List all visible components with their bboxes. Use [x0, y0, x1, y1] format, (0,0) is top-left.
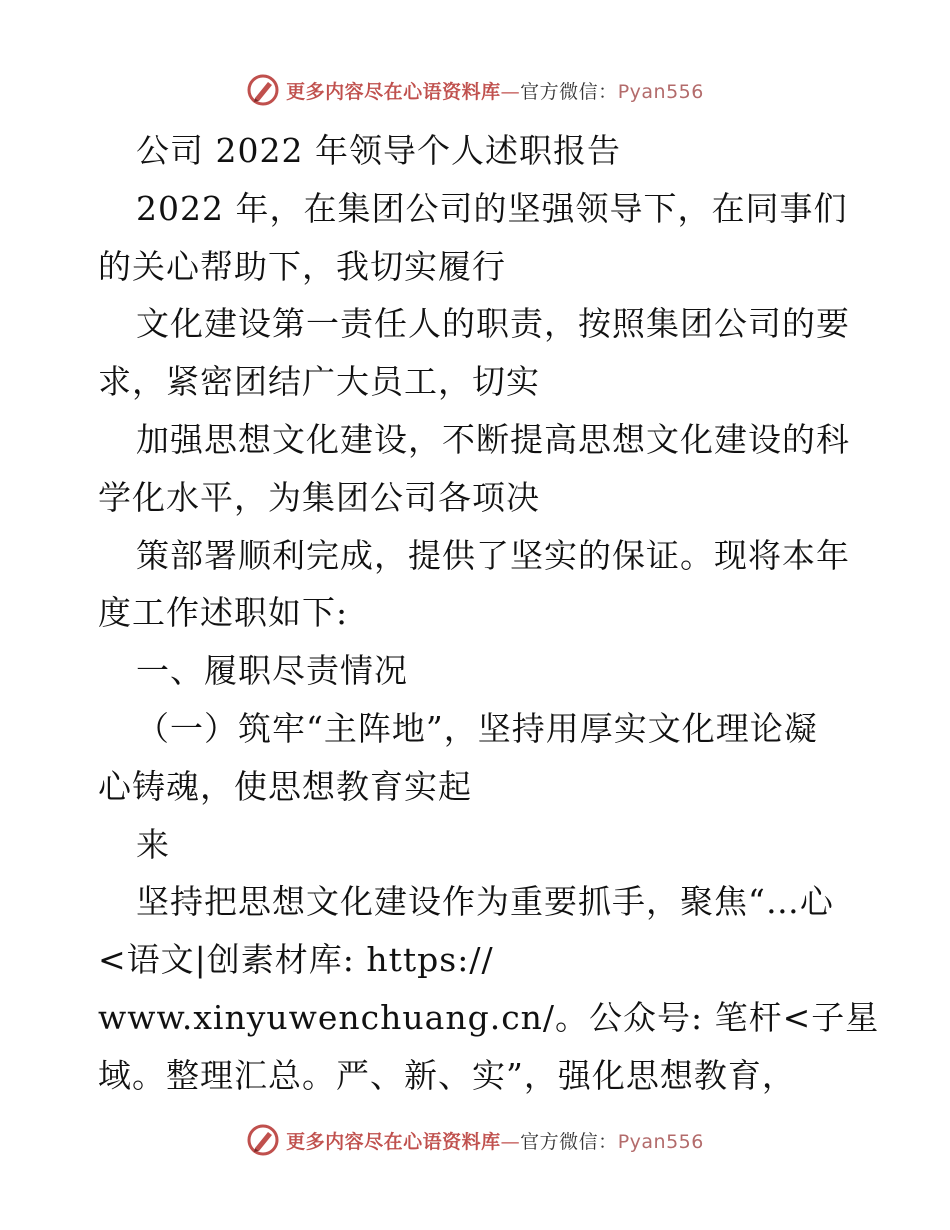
doc-line: www.xinyuwenchuang.cn/。公众号: 笔杆<子星 [98, 997, 880, 1037]
doc-line: 加强思想文化建设，不断提高思想文化建设的科 [136, 419, 850, 459]
doc-line: 域。整理汇总。严、新、实”，强化思想教育， [98, 1055, 796, 1095]
footer-banner-main: 更多内容尽在心语资料库 [286, 1130, 501, 1153]
doc-line: 文化建设第一责任人的职责，按照集团公司的要 [136, 304, 850, 344]
header-banner-wechat: Pyan556 [617, 80, 704, 103]
header-banner-dash: — [500, 80, 521, 103]
doc-line: 心铸魂，使思想教育实起 [98, 766, 472, 806]
doc-line: 策部署顺利完成，提供了坚实的保证。现将本年 [136, 535, 850, 575]
header-banner [0, 70, 950, 110]
header-banner-main: 更多内容尽在心语资料库 [286, 80, 501, 103]
doc-line: 坚持把思想文化建设作为重要抓手，聚焦“…心 [136, 882, 834, 922]
doc-line: 的关心帮助下，我切实履行 [98, 246, 506, 286]
footer-banner-text [286, 1127, 704, 1154]
doc-title: 公司 2022 年领导个人述职报告 [136, 131, 621, 170]
footer-banner-official: 官方微信： [520, 1130, 618, 1153]
doc-line: 度工作述职如下: [98, 593, 349, 633]
pen-logo-icon [246, 73, 280, 107]
document-body [98, 122, 880, 1105]
doc-line: 求，紧密团结广大员工，切实 [98, 362, 540, 402]
subsection-heading: （一）筑牢“主阵地”，坚持用厚实文化理论凝 [136, 708, 818, 748]
pen-logo-icon [246, 1123, 280, 1157]
doc-line: <语文|创素材库: https:// [98, 940, 494, 980]
header-banner-official: 官方微信： [520, 80, 618, 103]
footer-banner [0, 1120, 950, 1160]
footer-banner-dash: — [500, 1130, 521, 1153]
doc-line: 来 [136, 824, 170, 864]
header-banner-text [286, 77, 704, 104]
footer-banner-wechat: Pyan556 [617, 1130, 704, 1153]
doc-line: 学化水平，为集团公司各项决 [98, 477, 540, 517]
section-heading: 一、履职尽责情况 [136, 651, 408, 691]
doc-line: 2022 年，在集团公司的坚强领导下，在同事们 [136, 188, 848, 228]
